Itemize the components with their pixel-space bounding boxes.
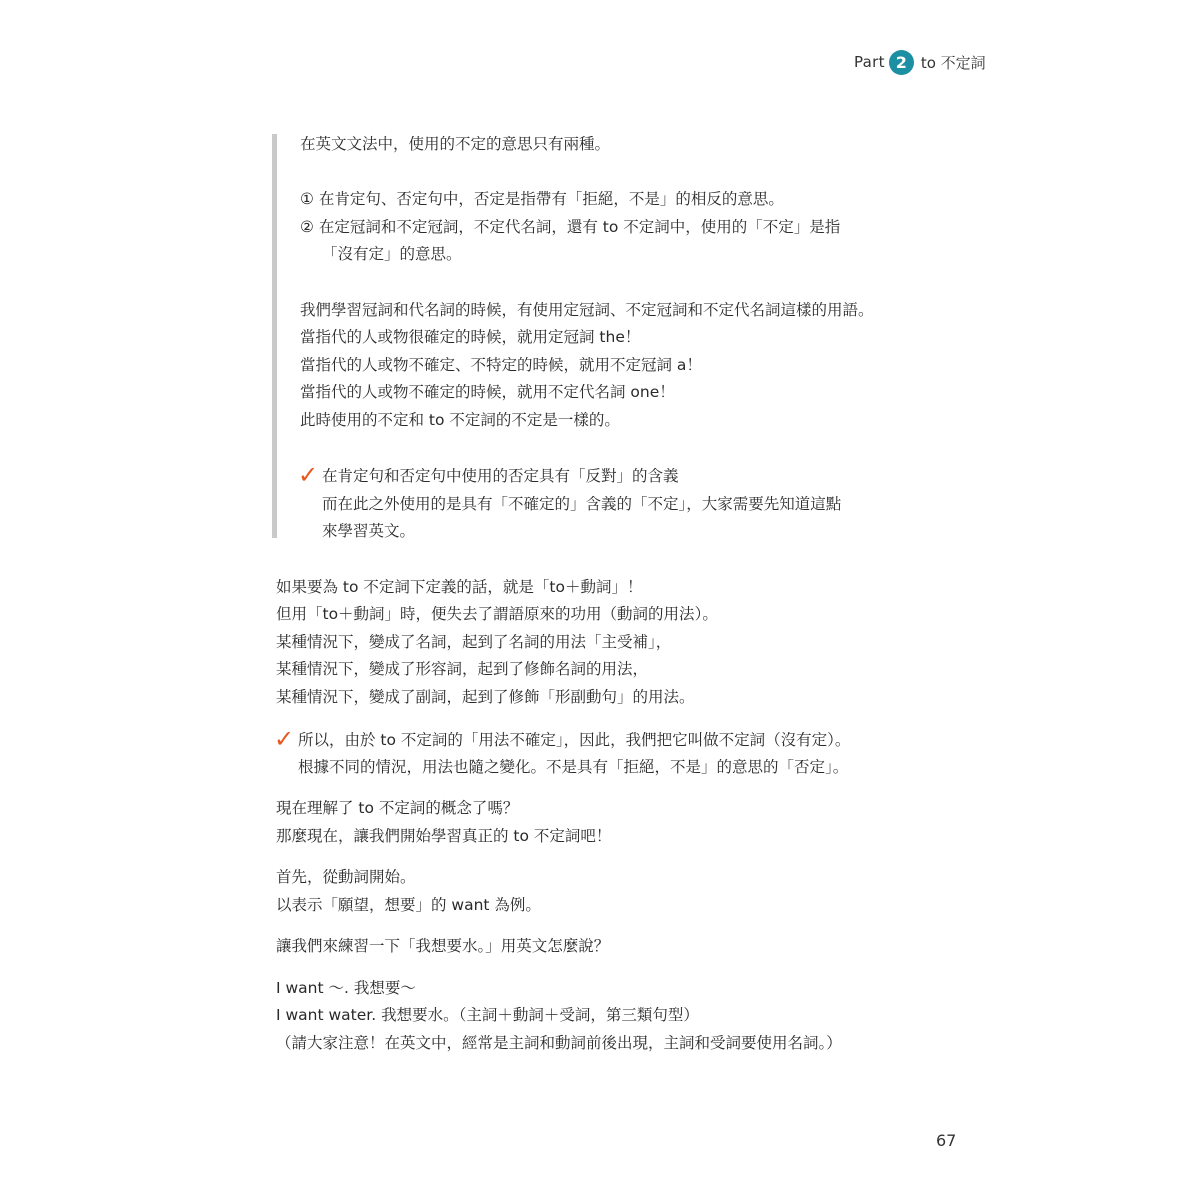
quote-item-1: ① 在肯定句、否定句中，否定是指帶有「拒絕，不是」的相反的意思。	[300, 190, 784, 208]
body-p1-line-3: 某種情況下，變成了名詞，起到了名詞的用法「主受補」，	[276, 633, 672, 651]
quote-item-2-line-1: ② 在定冠詞和不定冠詞，不定代名詞，還有 to 不定詞中，使用的「不定」是指	[300, 218, 841, 236]
body-p5-line-1: I want ～. 我想要～	[276, 979, 416, 997]
body-p3-line-1: 首先，從動詞開始。	[276, 868, 416, 886]
check-mark-icon: ✓	[298, 461, 319, 489]
check-mark-icon: ✓	[274, 725, 295, 753]
quote-note-line-3: 來學習英文。	[322, 522, 416, 540]
body-note2-line-2: 根據不同的情況，用法也隨之變化。不是具有「拒絕，不是」的意思的「否定」。	[298, 758, 849, 776]
quote-note-line-1: 在肯定句和否定句中使用的否定具有「反對」的含義	[322, 467, 679, 485]
section-title: to 不定詞	[920, 53, 986, 72]
page-number: 67	[936, 1131, 957, 1150]
body-p5-line-3: （請大家注意！在英文中，經常是主詞和動詞前後出現，主詞和受詞要使用名詞。）	[276, 1034, 842, 1052]
body-p1-line-5: 某種情況下，變成了副詞，起到了修飾「形副動句」的用法。	[276, 688, 695, 706]
quote-para-2-line-1: 我們學習冠詞和代名詞的時候，有使用定冠詞、不定冠詞和不定代名詞這樣的用語。	[300, 301, 874, 319]
quote-intro: 在英文文法中，使用的不定的意思只有兩種。	[300, 135, 611, 153]
body-p2-line-2: 那麼現在，讓我們開始學習真正的 to 不定詞吧！	[276, 827, 612, 845]
body-p1-line-1: 如果要為 to 不定詞下定義的話，就是「to＋動詞」！	[276, 578, 643, 596]
running-header	[854, 49, 986, 75]
body-p1-line-2: 但用「to＋動詞」時，便失去了謂語原來的功用（動詞的用法）。	[276, 605, 718, 623]
part-number-badge: 2	[889, 50, 914, 75]
body-p3-line-2: 以表示「願望，想要」的 want 為例。	[276, 896, 541, 914]
body-note2-line-1: 所以，由於 to 不定詞的「用法不確定」，因此，我們把它叫做不定詞（沒有定）。	[298, 731, 851, 749]
quote-item-2-line-2: 「沒有定」的意思。	[322, 245, 462, 263]
body-p5-line-2: I want water. 我想要水。（主詞＋動詞＋受詞，第三類句型）	[276, 1006, 699, 1024]
part-label: Part	[854, 53, 885, 71]
body-p1-line-4: 某種情況下，變成了形容詞，起到了修飾名詞的用法，	[276, 660, 649, 678]
quote-para-2-line-3: 當指代的人或物不確定、不特定的時候，就用不定冠詞 a！	[300, 356, 702, 374]
quote-note-line-2: 而在此之外使用的是具有「不確定的」含義的「不定」，大家需要先知道這點	[322, 495, 842, 513]
quote-para-2-line-2: 當指代的人或物很確定的時候，就用定冠詞 the！	[300, 328, 641, 346]
body-p2-line-1: 現在理解了 to 不定詞的概念了嗎？	[276, 799, 519, 817]
quote-para-2-line-4: 當指代的人或物不確定的時候，就用不定代名詞 one！	[300, 383, 675, 401]
body-p4-line-1: 讓我們來練習一下「我想要水。」用英文怎麼說？	[276, 937, 610, 955]
quote-para-2-line-5: 此時使用的不定和 to 不定詞的不定是一樣的。	[300, 411, 620, 429]
